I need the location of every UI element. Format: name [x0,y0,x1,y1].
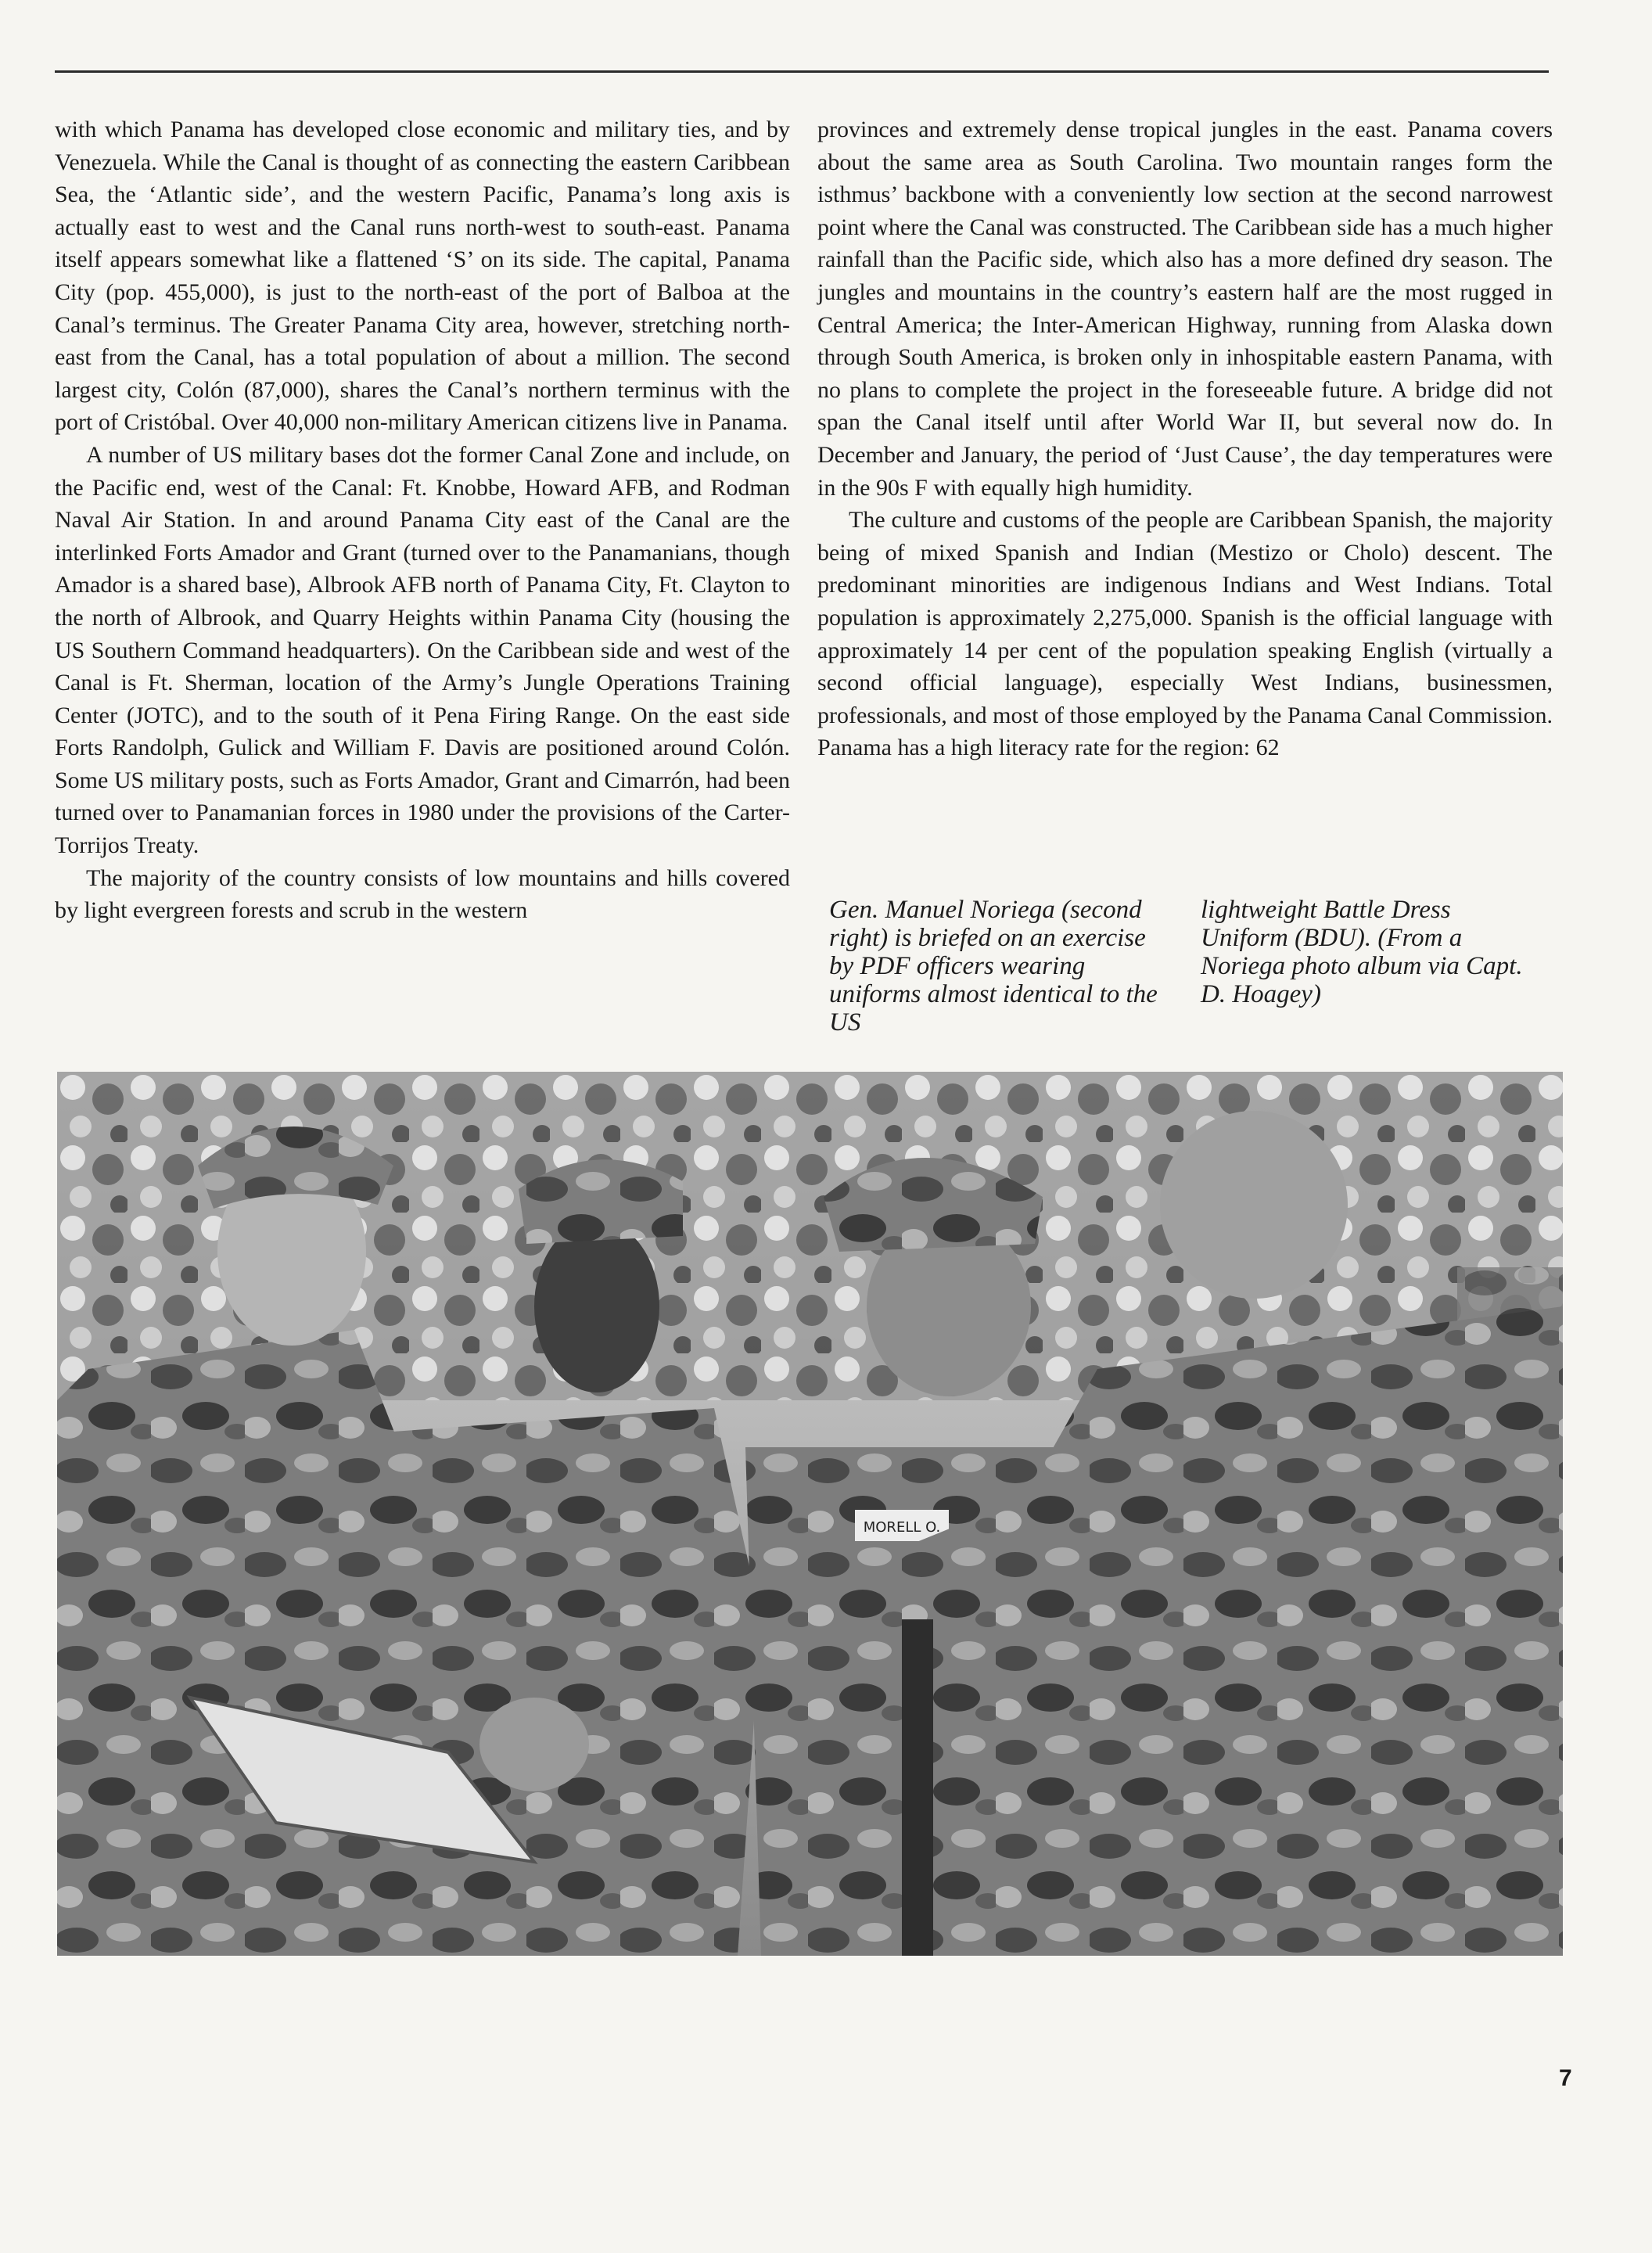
paragraph: A number of US military bases dot the former Canal Zone and include, on the Pacific end, west of the Canal: Ft. Knobbe, Howard AFB, and Rodman Naval Air Station. In and around Panama City east of the Canal are the interlinked Forts Amador and Grant (turned over to the Panamanians, though Amador is a shared base), Albrook AFB north of Panama City, Ft. Clayton to the north of Albrook, and Quarry Heights within Panama City (housing the US Southern Command headquarters). On the Caribbean side and west of the Canal is Ft. Sherman, location of the Army’s Jungle Operations Training Center (JOTC), and to the south of it Pena Firing Range. On the east side Forts Randolph, Gulick and William F. Davis are positioned around Colón. Some US military posts, such as Forts Amador, Grant and Cimarrón, had been turned over to Panamanian forces in 1980 under the provisions of the Carter-Torrijos Treaty. [55,441,790,859]
article-column-left [55,113,790,927]
photo-caption [829,896,1533,1037]
paragraph: The majority of the country consists of low mountains and hills covered by light evergreen forests and scrub in the western [55,864,790,924]
header-rule [55,70,1549,73]
caption-part-1: Gen. Manuel Noriega (second right) is briefed on an exercise by PDF officers wearing uniforms almost identical to the US [829,896,1158,1037]
article-column-right [817,113,1553,764]
paragraph: The culture and customs of the people are Caribbean Spanish, the majority being of mixed Spanish and Indian (Mestizo or Cholo) descent. The predominant minorities are indigenous Indians and West Indians. Total population is approximately 2,275,000. Spanish is the official language with approximately 14 per cent of the population speaking English (virtually a second official language), especially West Indians, businessmen, professionals, and most of those employed by the Panama Canal Commission. Panama has a high literacy rate for the region: 62 [817,507,1553,761]
page-number: 7 [1559,2065,1572,2091]
caption-part-2: lightweight Battle Dress Uniform (BDU). (From a Noriega photo album via Capt. D. Hoagey) [1201,896,1523,1008]
paragraph: with which Panama has developed close economic and military ties, and by Venezuela. While the Canal is thought of as connecting the eastern Caribbean Sea, the ‘Atlantic side’, and the western Pacific, Panama’s long axis is actually east to west and the Canal runs north-west to south-east. Panama itself appears somewhat like a flattened ‘S’ on its side. The capital, Panama City (pop. 455,000), is just to the north-east of the port of Balboa at the Canal’s terminus. The Greater Panama City area, however, stretching north-east from the Canal, has a total population of about a million. The second largest city, Colón (87,000), shares the Canal’s northern terminus with the port of Cristóbal. Over 40,000 non-military American citizens live in Panama. [55,117,790,436]
paragraph: provinces and extremely dense tropical jungles in the east. Panama covers about the same area as South Carolina. Two mountain ranges form the isthmus’ backbone with a conveniently low section at the second narrowest point where the Canal was constructed. The Caribbean side has a much higher rainfall than the Pacific side, which also has a more defined dry season. The jungles and mountains in the country’s eastern half are the most rugged in Central America; the Inter-American Highway, running from Alaska down through South America, is broken only in inhospitable eastern Panama, with no plans to complete the project in the foreseeable future. A bridge did not span the Canal itself until after World War II, but several now do. In December and January, the period of ‘Just Cause’, the day temperatures were in the 90s F with equally high humidity. [817,117,1553,501]
photo-noriega-briefing [57,1072,1563,1956]
name-tape: MORELL O. [863,1519,941,1536]
